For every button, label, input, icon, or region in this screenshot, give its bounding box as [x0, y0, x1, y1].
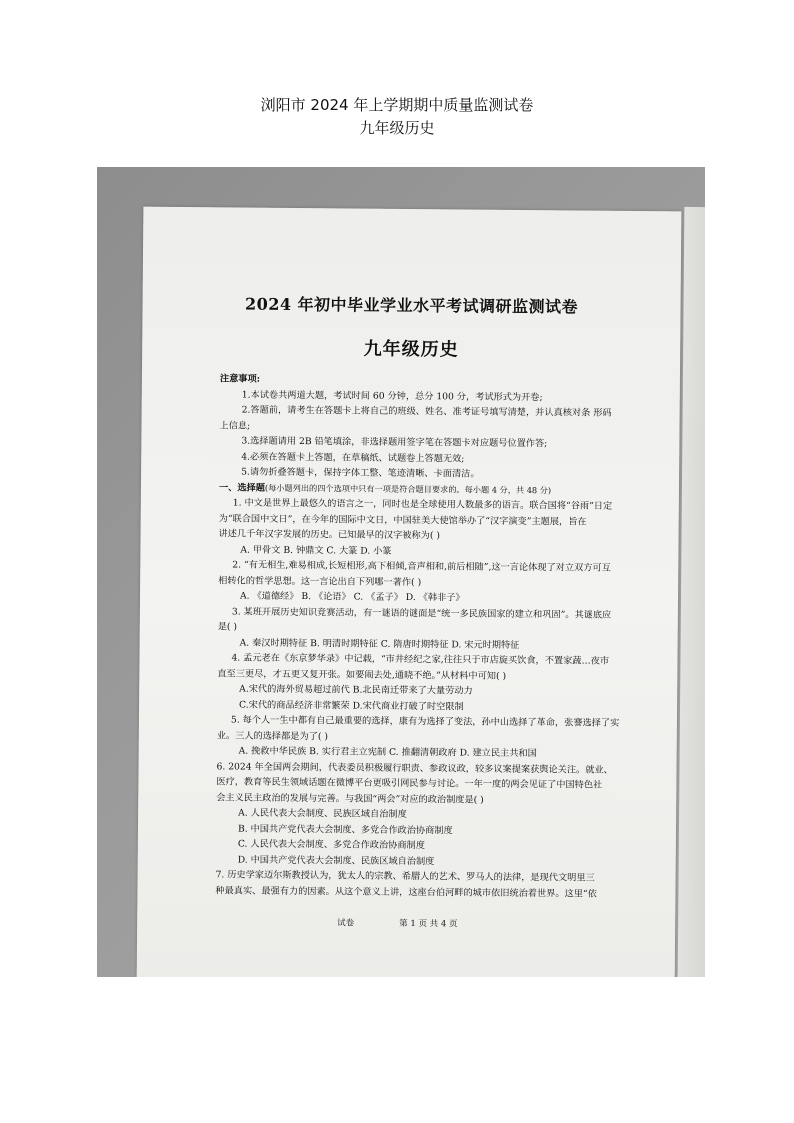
- question-line: 业。三人的选择都是为了( ): [216, 729, 329, 742]
- notice-item: 5.请勿折叠答题卡，保持字体工整、笔迹清晰、卡面清洁。: [241, 466, 480, 480]
- question-line: 讲述几千年汉字发展的历史。已知最早的汉字被称为( ): [218, 528, 441, 542]
- exam-body: [215, 371, 668, 902]
- notice-item: 上信息;: [219, 419, 251, 432]
- page-number: 第 1 页 共 4 页: [399, 918, 458, 930]
- question-line: 直至三更尽，才五更又复开张。如要闹去处,通晓不绝。”从材料中可知( ): [217, 667, 507, 682]
- question-options: A. 秦汉时期特征 B. 明清时期特征 C. 隋唐时期特征 D. 宋元时期特征: [239, 637, 520, 651]
- question-options: A. 甲骨文 B. 钟鼎文 C. 大篆 D. 小篆: [240, 544, 392, 557]
- question-line: 7. 历史学家迈尔斯教授认为，犹太人的宗教、希腊人的艺术、罗马人的法律，是现代文明里三: [215, 869, 595, 884]
- question-options: D. 中国共产党代表大会制度、民族区域自治制度: [237, 854, 435, 867]
- exam-paper: [137, 207, 682, 977]
- notice-item: 3.选择题请用 2B 铅笔填涂，非选择题用签字笔在答题卡对应题号位置作答;: [241, 435, 548, 450]
- question-options: C.宋代的商品经济非常繁荣 D.宋代商业打破了时空限制: [239, 699, 464, 712]
- question-options: A.宋代的海外贸易超过前代 B.北民南迁带来了大量劳动力: [239, 683, 473, 697]
- footer-label: 试卷: [337, 918, 355, 929]
- paper-edge: [678, 207, 705, 977]
- exam-title: 2024 年初中毕业学业水平考试调研监测试卷: [244, 294, 579, 317]
- question-line: 相转化的哲学思想。这一言论出自下列哪一著作( ): [218, 574, 422, 588]
- notice-item: 4.必须在答题卡上答题，在草稿纸、试题卷上答题无效;: [241, 451, 465, 464]
- question-line: 是( ): [217, 621, 238, 633]
- question-line: 2. “有无相生,难易相成,长短相形,高下相倾,音声相和,前后相随”,这一言论体现了对立双方可互: [232, 559, 611, 574]
- question-options: A. 《道德经》 B. 《论语》 C. 《孟子》 D. 《韩非子》: [239, 590, 465, 604]
- document-subtitle: 九年级历史: [359, 119, 435, 137]
- notice-item: 2.答题前，请考生在答题卡上将自己的班级、姓名、准考证号填写清楚，并认真核对条 形码: [241, 404, 612, 419]
- question-options: C. 人民代表大会制度、多党合作政治协商制度: [237, 838, 426, 852]
- question-options: A. 挽救中华民族 B. 实行君主立宪制 C. 推翻清朝政府 D. 建立民主共和国: [238, 745, 537, 760]
- question-line: 4. 孟元老在《东京梦华录》中记载，“市井经纪之家,往往只于市店旋买饮食，不置家蔬…夜市: [231, 652, 610, 667]
- question-line: 种最真实、最强有力的因素。从这个意义上讲，这座台伯河畔的城市依旧统治着世界。这里“依: [215, 884, 597, 900]
- question-line: 会主义民主政治的发展与完善。与我国“两会”对应的政治制度是( ): [216, 791, 484, 806]
- question-options: A. 人民代表大会制度、民族区域自治制度: [238, 807, 407, 820]
- question-line: 5. 每个人一生中都有自己最重要的选择，康有为选择了变法，孙中山选择了革命，张謇选择了实: [230, 714, 620, 729]
- question-options: B. 中国共产党代表大会制度、多党合作政治协商制度: [237, 823, 453, 836]
- document-title: 浏阳市 2024 年上学期期中质量监测试卷: [260, 96, 534, 114]
- page-footer: [137, 915, 675, 930]
- question-line: 医疗，教育等民生领域话题在微博平台更吸引网民参与讨论。一年一度的两会见证了中国特色社: [216, 776, 603, 791]
- question-line: 1. 中文是世界上最悠久的语言之一，同时也是全球使用人数最多的语言。联合国将“谷雨”日定: [232, 497, 613, 512]
- exam-paper-photo: [97, 167, 705, 977]
- notice-item: 1.本试卷共两道大题，考试时间 60 分钟，总分 100 分，考试形式为开卷;: [241, 389, 543, 403]
- notice-heading: 注意事项:: [219, 373, 261, 385]
- section-note: (每小题列出的四个选项中只有一项是符合题目要求的。每小题 4 分，共 48 分): [264, 482, 552, 495]
- exam-subject: 九年级历史: [363, 338, 459, 361]
- question-line: 6. 2024 年全国两会期间，代表委员积极履行职责、参政议政，较多议案提案获舆论关注。就业、: [216, 760, 613, 776]
- question-line: 为“联合国中文日”，在今年的国际中文日，中国驻美大使馆举办了“汉字演变”主题展，旨在: [218, 512, 587, 528]
- section-heading: 一、选择题: [218, 481, 265, 494]
- question-line: 3. 某班开展历史知识竞赛活动，有一谜语的谜面是“统一多民族国家的建立和巩固”。其谜底应: [231, 605, 612, 621]
